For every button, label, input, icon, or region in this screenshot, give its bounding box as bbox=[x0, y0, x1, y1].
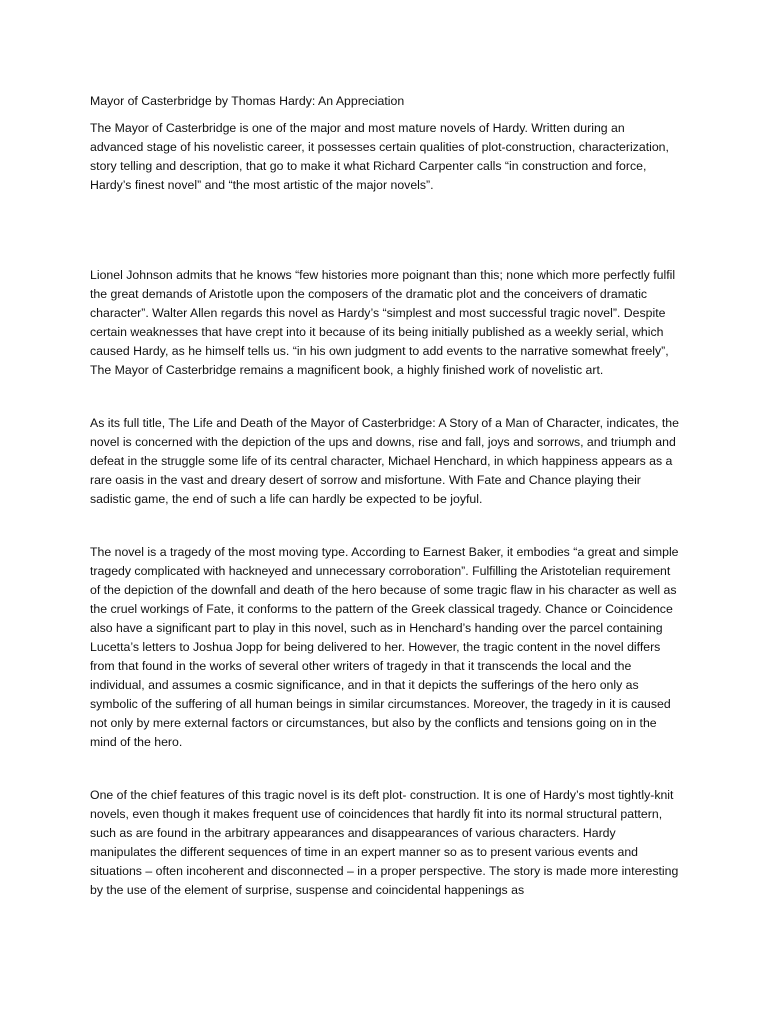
paragraph-1: The Mayor of Casterbridge is one of the major and most mature novels of Hardy. Written during an advanced stage of his novelistic career, it possesses certain qualities of plot-construction, characterization, story telling and description, that go to make it what Richard Carpenter calls “in construction and force, Hardy’s finest novel” and “the most artistic of the major novels”. bbox=[90, 121, 669, 192]
paragraph-4: The novel is a tragedy of the most moving type. According to Earnest Baker, it embodies “a great and simple tragedy complicated with hackneyed and unnecessary corroboration”. Fulfilling the Aristotelian requirement of the depiction of the downfall and death of the hero because of some tragic flaw in his character as well as the cruel workings of Fate, it conforms to the pattern of the Greek classical tragedy. Chance or Coincidence also have a significant part to play in this novel, such as in Henchard’s handing over the parcel containing Lucetta’s letters to Joshua Jopp for being delivered to her. However, the tragic content in the novel differs from that found in the works of several other writers of tragedy in that it transcends the local and the individual, and assumes a cosmic significance, and in that it depicts the sufferings of the hero only as symbolic of the suffering of all human beings in similar circumstances. Moreover, the tragedy in it is caused not only by mere external factors or circumstances, but also by the conflicts and tensions going on in the mind of the hero. bbox=[90, 545, 679, 749]
paragraph-2: Lionel Johnson admits that he knows “few histories more poignant than this; none which more perfectly fulfil the great demands of Aristotle upon the composers of the dramatic plot and the conceivers of dramatic character”. Walter Allen regards this novel as Hardy’s “simplest and most successful tragic novel”. Despite certain weaknesses that have crept into it because of its being initially published as a weekly serial, which caused Hardy, as he himself tells us. “in his own judgment to add events to the narrative somewhat freely”, The Mayor of Casterbridge remains a magnificent book, a highly finished work of novelistic art. bbox=[90, 268, 676, 377]
document-page bbox=[90, 92, 680, 900]
document-title: Mayor of Casterbridge by Thomas Hardy: An Appreciation bbox=[90, 94, 405, 108]
paragraph-5: One of the chief features of this tragic novel is its deft plot- construction. It is one of Hardy’s most tightly-knit novels, even though it makes frequent use of coincidences that hardly fit into its normal structural pattern, such as are found in the arbitrary appearances and disappearances of various characters. Hardy manipulates the different sequences of time in an expert manner so as to present various events and situations – often incoherent and disconnected – in a proper perspective. The story is made more interesting by the use of the element of surprise, suspense and coincidental happenings as bbox=[90, 788, 679, 897]
paragraph-spacer bbox=[90, 752, 680, 786]
paragraph-spacer bbox=[90, 380, 680, 414]
paragraph-spacer bbox=[90, 509, 680, 543]
paragraph-spacer bbox=[90, 195, 680, 266]
paragraph-3: As its full title, The Life and Death of the Mayor of Casterbridge: A Story of a Man of Character, indicates, the novel is concerned with the depiction of the ups and downs, rise and fall, joys and sorrows, and triumph and defeat in the struggle some life of its central character, Michael Henchard, in which happiness appears as a rare oasis in the vast and dreary desert of sorrow and misfortune. With Fate and Chance playing their sadistic game, the end of such a life can hardly be expected to be joyful. bbox=[90, 416, 679, 506]
